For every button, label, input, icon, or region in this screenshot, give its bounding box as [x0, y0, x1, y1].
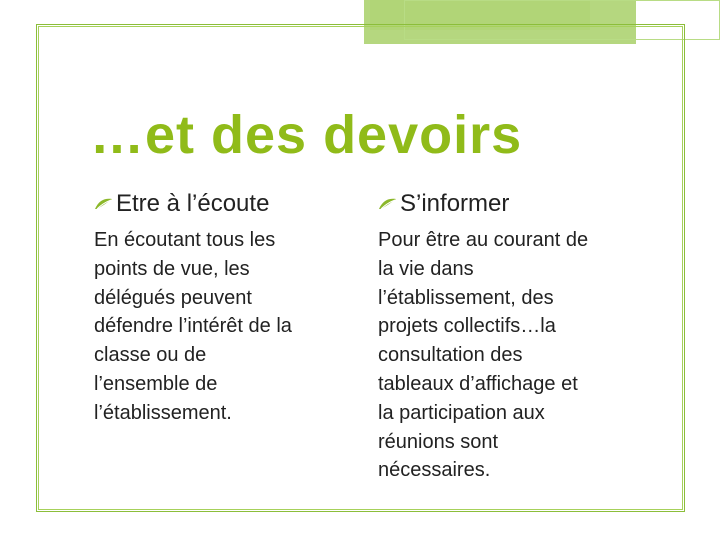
- body-line: réunions sont: [378, 430, 499, 453]
- body-line: l’ensemble de: [94, 372, 218, 395]
- body-line: nécessaires.: [378, 459, 491, 482]
- body-line: la vie dans: [378, 257, 474, 280]
- body-line: défendre l’intérêt de la: [94, 315, 292, 338]
- leaf-bullet-icon: [94, 197, 114, 211]
- left-heading-text: Etre à l’écoute: [116, 190, 270, 217]
- body-line: consultation des: [378, 344, 523, 367]
- left-column-heading: [94, 186, 354, 222]
- body-line: points de vue, les: [94, 257, 250, 280]
- body-line: En écoutant tous les: [94, 229, 276, 251]
- leaf-bullet-icon: [378, 197, 398, 211]
- body-line: tableaux d’affichage et: [378, 372, 578, 395]
- body-line: l’établissement.: [94, 401, 232, 424]
- body-line: la participation aux: [378, 401, 545, 424]
- right-column-body: [378, 226, 638, 485]
- body-line: projets collectifs…la: [378, 315, 556, 338]
- left-column-body: [94, 226, 354, 428]
- body-line: l’établissement, des: [378, 286, 554, 309]
- right-column-heading: [378, 186, 638, 222]
- right-column: [378, 186, 638, 485]
- body-line: délégués peuvent: [94, 286, 252, 309]
- slide-title: …et des devoirs: [90, 105, 523, 165]
- body-line: classe ou de: [94, 344, 207, 367]
- left-column: [94, 186, 354, 428]
- body-line: Pour être au courant de: [378, 229, 589, 251]
- right-heading-text: S’informer: [400, 190, 510, 217]
